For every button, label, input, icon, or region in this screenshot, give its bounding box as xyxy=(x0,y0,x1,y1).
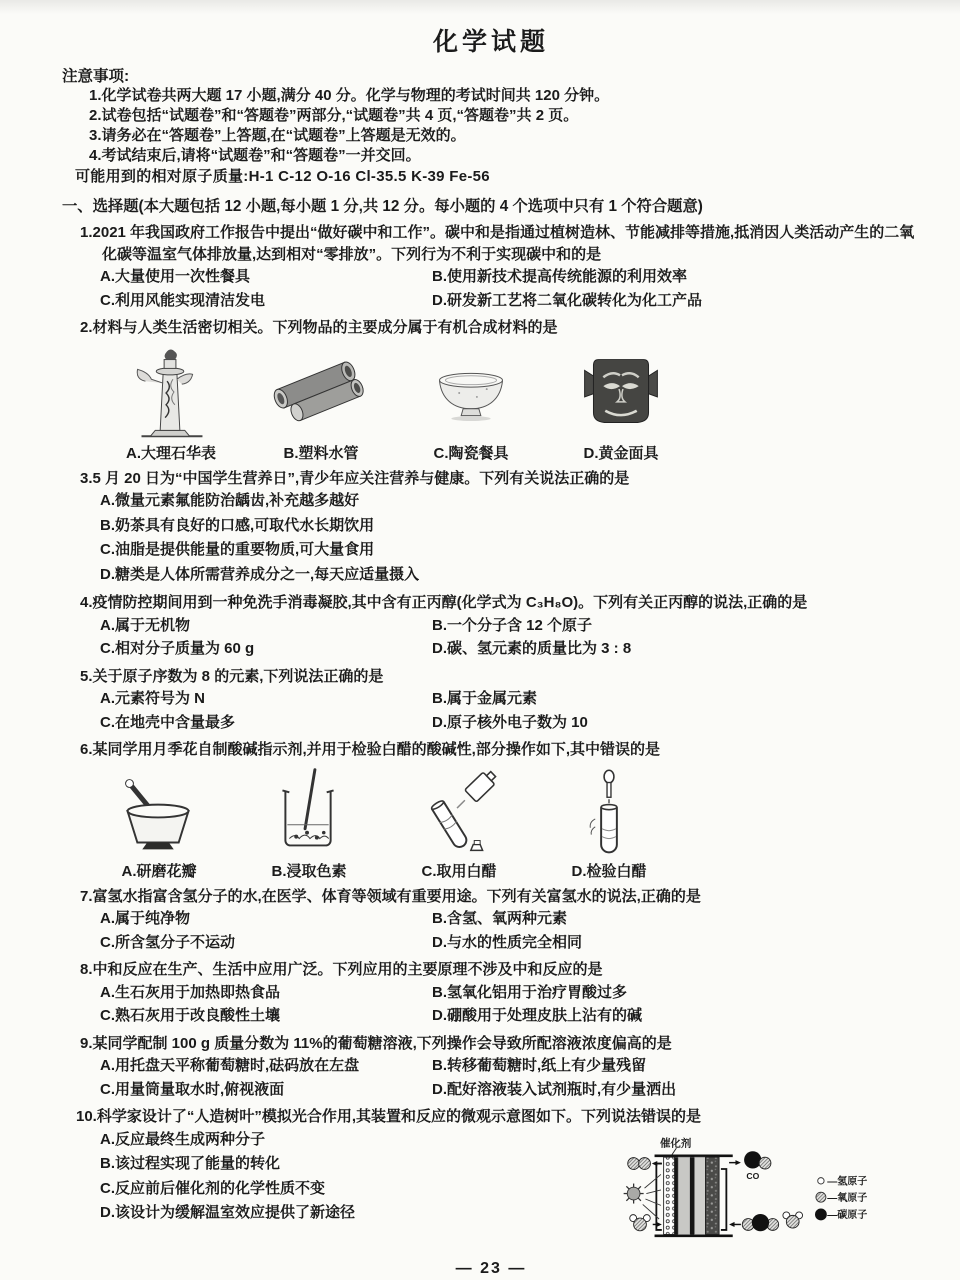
catalyst-label: 催化剂 xyxy=(660,1137,692,1149)
question-7-option-b: B.含氢、氧两种元素 xyxy=(432,910,568,927)
question-6-stem: 6.某同学用月季花自制酸碱指示剂,并用于检验白醋的酸碱性,部分操作如下,其中错误的是 xyxy=(80,741,661,758)
figure-grinding-petals xyxy=(84,767,234,881)
question-4-option-c: C.相对分子质量为 60 g xyxy=(100,640,255,657)
question-4-option-d: D.碳、氢元素的质量比为 3 : 8 xyxy=(432,640,632,657)
question-4-option-b: B.一个分子含 12 个原子 xyxy=(432,616,593,634)
question-3-stem: 3.5 月 20 日为“中国学生营养日”,青少年应关注营养与健康。下列有关说法正确的是 xyxy=(80,469,630,487)
arrow-left-icon xyxy=(652,1161,657,1166)
carbon-monoxide-molecule xyxy=(744,1151,771,1169)
atomic-mass-line: 可能用到的相对原子质量:H-1 C-12 O-16 Cl-35.5 K-39 Fe-56 xyxy=(75,168,490,185)
question-5-option-d: D.原子核外电子数为 10 xyxy=(432,713,588,731)
figure-plastic-pipes xyxy=(246,345,396,463)
water-molecule-in xyxy=(630,1214,651,1230)
notice-item: 4.考试结束后,请将“试题卷”和“答题卷”一并交回。 xyxy=(89,147,421,164)
question-8-option-d: D.硼酸用于处理皮肤上沾有的碱 xyxy=(432,1007,643,1024)
question-10 xyxy=(62,1106,920,1248)
question-8-option-c: C.熟石灰用于改良酸性土壤 xyxy=(100,1007,281,1024)
arrow-right-icon xyxy=(656,1221,661,1226)
question-2-option-c: C.陶瓷餐具 xyxy=(433,444,509,462)
question-7-option-c: C.所含氢分子不运动 xyxy=(100,933,236,951)
diagram-legend xyxy=(815,1174,867,1221)
question-5-option-c: C.在地壳中含量最多 xyxy=(100,713,236,731)
section-heading: 一、选择题(本大题包括 12 小题,每小题 1 分,共 12 分。每小题的 4 个选项中只有 1 个符合题意) xyxy=(62,198,703,215)
arrow-left-icon xyxy=(729,1221,734,1226)
question-9-stem: 9.某同学配制 100 g 质量分数为 11%的葡萄糖溶液,下列操作会导致所配溶液浓度偏高的是 xyxy=(80,1034,672,1052)
page-title: 化学试题 xyxy=(432,28,549,56)
figure-taking-vinegar xyxy=(384,767,534,881)
figure-soaking-pigment xyxy=(234,767,384,881)
question-5-option-b: B.属于金属元素 xyxy=(432,690,538,707)
arrow-right-icon xyxy=(735,1160,740,1165)
question-9 xyxy=(62,1033,920,1102)
question-3-option-c: C.油脂是提供能量的重要物质,可大量食用 xyxy=(100,541,375,558)
oxygen-atom-icon xyxy=(816,1192,826,1202)
page-number: — 23 — xyxy=(455,1259,527,1277)
notice-heading: 注意事项: xyxy=(62,68,130,85)
question-4-option-a: A.属于无机物 xyxy=(100,616,191,634)
water-molecule-in-right xyxy=(783,1211,803,1227)
dropper-test-tube-icon xyxy=(550,767,668,859)
question-7-option-a: A.属于纯净物 xyxy=(100,910,191,927)
question-8-stem: 8.中和反应在生产、生活中应用广泛。下列应用的主要原理不涉及中和反应的是 xyxy=(80,961,603,978)
question-6-option-d: D.检验白醋 xyxy=(571,862,647,880)
question-5-option-a: A.元素符号为 N xyxy=(100,690,206,707)
question-10-option-b: B.该过程实现了能量的转化 xyxy=(100,1155,281,1172)
legend-carbon: —碳原子 xyxy=(827,1209,868,1221)
question-2-option-b: B.塑料水管 xyxy=(283,444,359,462)
carbon-dioxide-molecule xyxy=(742,1214,778,1231)
question-9-option-d: D.配好溶液装入试剂瓶时,有少量洒出 xyxy=(432,1080,677,1098)
question-7-option-d: D.与水的性质完全相同 xyxy=(432,933,583,951)
ceramic-bowl-icon xyxy=(412,345,530,441)
question-6-option-c: C.取用白醋 xyxy=(421,862,497,880)
sun-icon xyxy=(624,1183,644,1203)
light-rays xyxy=(643,1174,661,1219)
question-10-stem: 10.科学家设计了“人造树叶”模拟光合作用,其装置和反应的微观示意图如下。下列说法错误的是 xyxy=(76,1108,702,1125)
notice-item: 1.化学试卷共两大题 17 小题,满分 40 分。化学与物理的考试时间共 120 分钟。 xyxy=(89,87,610,104)
question-1 xyxy=(62,222,920,312)
question-10-option-c: C.反应前后催化剂的化学性质不变 xyxy=(100,1179,326,1197)
question-3-option-d: D.糖类是人体所需营养成分之一,每天应适量摄入 xyxy=(100,565,420,583)
hydrogen-atom-icon xyxy=(818,1177,824,1183)
question-2-option-d: D.黄金面具 xyxy=(583,444,659,462)
figure-gold-mask xyxy=(546,345,696,463)
question-7-stem: 7.富氢水指富含氢分子的水,在医学、体育等领域有重要用途。下列有关富氢水的说法,正确的是 xyxy=(80,887,701,905)
question-1-option-c: C.利用风能实现清洁发电 xyxy=(100,291,266,309)
notice-block xyxy=(62,64,920,187)
marble-pillar-icon xyxy=(112,345,230,441)
question-5-stem: 5.关于原子序数为 8 的元素,下列说法正确的是 xyxy=(80,667,384,685)
question-9-option-c: C.用量筒量取水时,俯视液面 xyxy=(100,1080,285,1098)
notice-item: 2.试卷包括“试题卷”和“答题卷”两部分,“试题卷”共 4 页,“答题卷”共 2 页。 xyxy=(89,107,579,124)
question-8 xyxy=(62,959,920,1028)
question-4-stem: 4.疫情防控期间用到一种免洗手消毒凝胶,其中含有正丙醇(化学式为 C₃H₈O)。下列有关正丙醇的说法,正确的是 xyxy=(80,594,808,611)
oxygen-molecule-out xyxy=(628,1157,651,1169)
question-7 xyxy=(62,886,920,955)
question-10-option-a: A.反应最终生成两种分子 xyxy=(100,1130,266,1148)
question-3 xyxy=(62,468,920,588)
catalyst-layer xyxy=(664,1157,675,1234)
figure-marble-pillar xyxy=(96,345,246,463)
question-10-option-d: D.该设计为缓解温室效应提供了新途径 xyxy=(100,1204,356,1221)
question-5 xyxy=(62,666,920,735)
question-1-option-a: A.大量使用一次性餐具 xyxy=(100,268,251,285)
question-3-option-a: A.微量元素氟能防治龋齿,补充越多越好 xyxy=(100,492,360,509)
question-8-option-b: B.氢氧化铝用于治疗胃酸过多 xyxy=(432,983,628,1001)
gold-mask-icon xyxy=(562,345,680,441)
question-3-option-b: B.奶茶具有良好的口感,可取代水长期饮用 xyxy=(100,516,375,534)
question-2-stem: 2.材料与人类生活密切相关。下列物品的主要成分属于有机合成材料的是 xyxy=(80,319,558,336)
question-4 xyxy=(62,592,920,661)
pouring-vinegar-icon xyxy=(400,767,518,859)
question-6-option-a: A.研磨花瓣 xyxy=(121,862,197,880)
figure-testing-vinegar xyxy=(534,767,684,881)
question-1-option-d: D.研发新工艺将二氧化碳转化为化工产品 xyxy=(432,291,703,309)
plastic-pipes-icon xyxy=(262,345,380,441)
carbon-atom-icon xyxy=(815,1208,827,1220)
mortar-pestle-icon xyxy=(100,767,218,859)
co-label: CO xyxy=(746,1170,760,1181)
question-9-option-b: B.转移葡萄糖时,纸上有少量残留 xyxy=(432,1057,647,1074)
figure-ceramic-bowl xyxy=(396,345,546,463)
question-8-option-a: A.生石灰用于加热即热食品 xyxy=(100,983,281,1001)
notice-item: 3.请务必在“答题卷”上答题,在“试题卷”上答题是无效的。 xyxy=(89,127,466,144)
question-2 xyxy=(62,317,920,463)
question-1-stem: 1.2021 年我国政府工作报告中提出“做好碳中和工作”。碳中和是指通过植树造林、节能减排等措施,抵消因人类活动产生的二氧化碳等温室气体排放量,达到相对“零排放”。下列行为不利于实现碳中和的是 xyxy=(80,224,915,263)
artificial-leaf-diagram xyxy=(620,1130,920,1248)
beaker-rod-icon xyxy=(250,767,368,859)
question-6 xyxy=(62,739,920,881)
legend-oxygen: —氧原子 xyxy=(827,1192,868,1204)
question-1-option-b: B.使用新技术提高传统能源的利用效率 xyxy=(432,268,688,285)
question-2-option-a: A.大理石华表 xyxy=(125,444,216,462)
legend-hydrogen: —氢原子 xyxy=(827,1175,868,1187)
question-6-option-b: B.浸取色素 xyxy=(271,862,347,880)
question-9-option-a: A.用托盘天平称葡萄糖时,砝码放在左盘 xyxy=(100,1057,360,1074)
